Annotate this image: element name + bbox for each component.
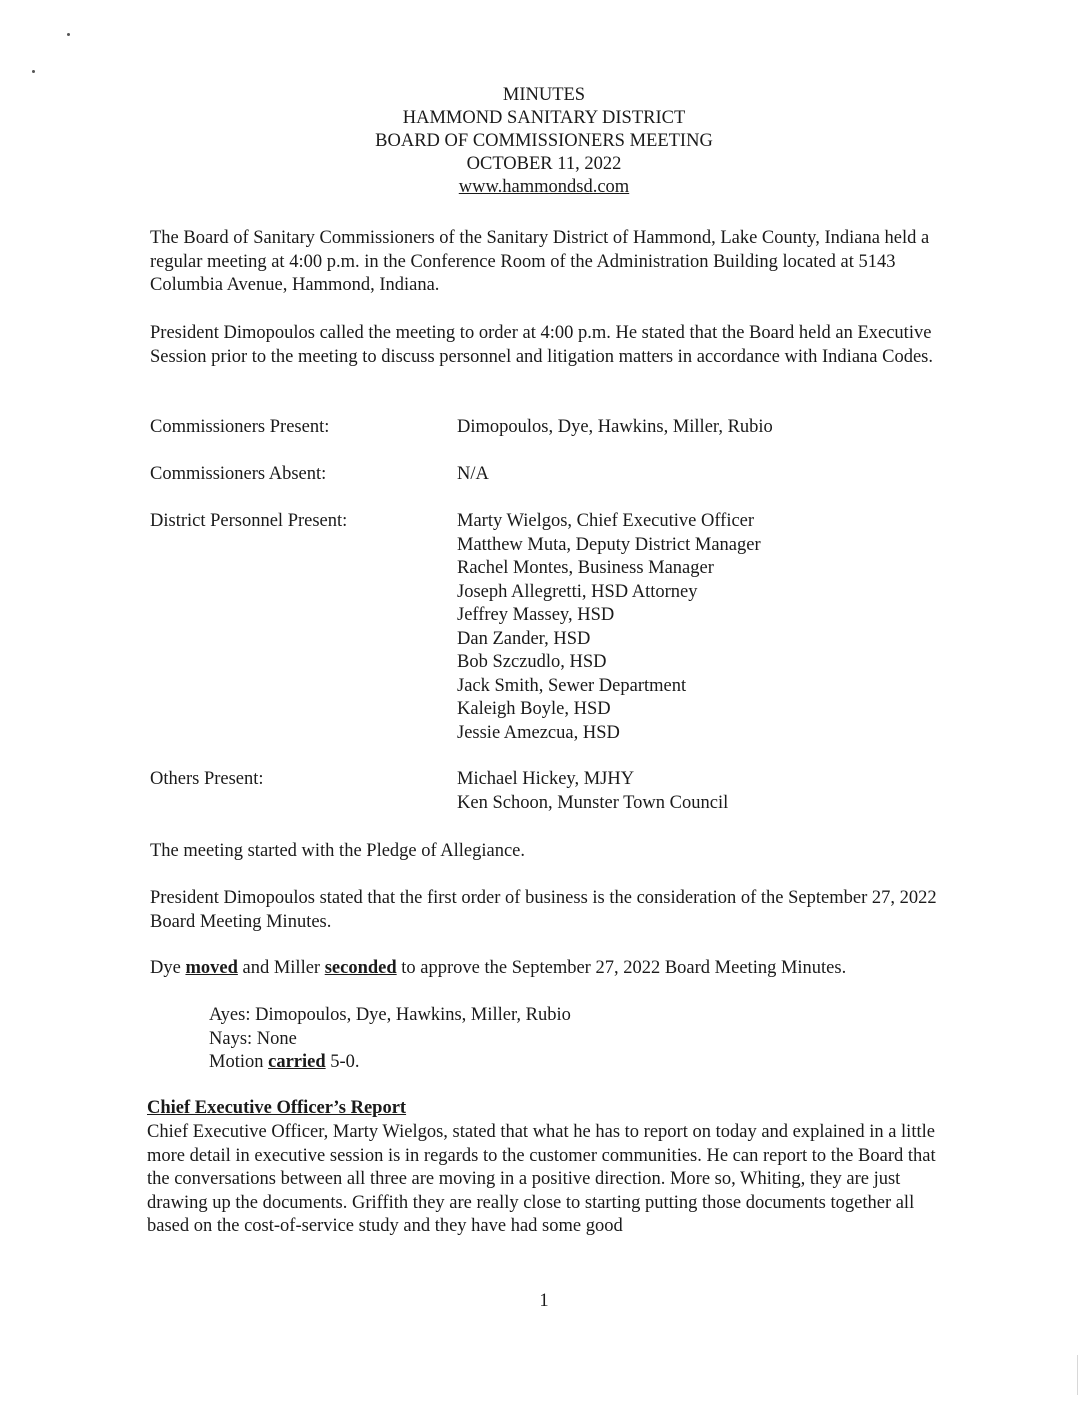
- others-present-list: [457, 768, 728, 815]
- personnel-item: Marty Wielgos, Chief Executive Officer: [457, 511, 755, 531]
- district-personnel-label: District Personnel Present:: [150, 511, 348, 531]
- district-personnel-list: [457, 510, 761, 745]
- personnel-item: Jack Smith, Sewer Department: [457, 675, 687, 696]
- personnel-item: Jessie Amezcua, HSD: [457, 722, 620, 743]
- commissioners-present-value: Dimopoulos, Dye, Hawkins, Miller, Rubio: [457, 417, 773, 437]
- header-meeting-name: BOARD OF COMMISSIONERS MEETING: [375, 131, 713, 151]
- others-present-label: Others Present:: [150, 769, 264, 789]
- scan-edge-mark: [1077, 1355, 1078, 1395]
- commissioners-present-label: Commissioners Present:: [150, 417, 330, 437]
- commissioners-absent-label: Commissioners Absent:: [150, 464, 327, 484]
- ceo-report-body: Chief Executive Officer, Marty Wielgos, stated that what he has to report on today and explained in a little more detail in executive session is in regards to the customer communities. He can report to the Board that the conversations between all three are moving in a positive direction. More so, Whiting, they are just drawing up the documents. Griffith they are really close to starting putting those documents together all based on the cost-of-service study and they have had some good: [147, 1122, 936, 1236]
- pledge-paragraph: The meeting started with the Pledge of Allegiance.: [150, 841, 526, 861]
- motion-moved-keyword: moved: [185, 958, 238, 978]
- vote-nays: Nays: None: [209, 1028, 297, 1049]
- vote-result: [209, 1051, 571, 1075]
- header-website-link[interactable]: www.hammondsd.com: [458, 177, 630, 197]
- scan-speck: [67, 33, 70, 36]
- motion-paragraph: [150, 957, 950, 981]
- header-title: MINUTES: [502, 85, 586, 105]
- vote-tally: 5-0.: [325, 1052, 360, 1072]
- intro-paragraph: The Board of Sanitary Commissioners of the Sanitary District of Hammond, Lake County, Indiana held a regular meeting at 4:00 p.m. in the Conference Room of the Administration Building located at 5143 Columbia Avenue, Hammond, Indiana.: [150, 228, 930, 295]
- header-organization: HAMMOND SANITARY DISTRICT: [402, 108, 686, 128]
- vote-carried-keyword: carried: [268, 1052, 326, 1072]
- personnel-item: Bob Szczudlo, HSD: [457, 652, 607, 672]
- vote-motion-prefix: Motion: [209, 1052, 269, 1072]
- motion-and: and Miller: [237, 958, 325, 978]
- others-item: Michael Hickey, MJHY: [457, 769, 635, 789]
- personnel-item: Dan Zander, HSD: [457, 628, 591, 649]
- motion-mover: Dye: [150, 958, 186, 978]
- header-date: OCTOBER 11, 2022: [466, 154, 622, 174]
- vote-ayes: Ayes: Dimopoulos, Dye, Hawkins, Miller, Rubio: [209, 1005, 571, 1025]
- personnel-item: Rachel Montes, Business Manager: [457, 558, 714, 578]
- first-order-paragraph: President Dimopoulos stated that the first order of business is the consideration of the September 27, 2022 Board Meeting Minutes.: [150, 888, 937, 932]
- personnel-item: Jeffrey Massey, HSD: [457, 605, 615, 625]
- personnel-item: Kaleigh Boyle, HSD: [457, 699, 611, 719]
- document-header: [0, 84, 1088, 199]
- personnel-item: Joseph Allegretti, HSD Attorney: [457, 581, 698, 602]
- motion-seconded-keyword: seconded: [324, 958, 397, 978]
- page-number: 1: [539, 1291, 549, 1311]
- ceo-report-heading: Chief Executive Officer’s Report: [147, 1098, 407, 1118]
- scan-speck: [32, 70, 35, 73]
- motion-rest: to approve the September 27, 2022 Board Meeting Minutes.: [396, 958, 847, 978]
- others-item: Ken Schoon, Munster Town Council: [457, 792, 729, 813]
- call-to-order-paragraph: President Dimopoulos called the meeting to order at 4:00 p.m. He stated that the Board held an Executive Session prior to the meeting to discuss personnel and litigation matters in accordance with Indiana Codes.: [150, 323, 933, 367]
- commissioners-absent-value: N/A: [457, 464, 489, 484]
- personnel-item: Matthew Muta, Deputy District Manager: [457, 534, 761, 555]
- vote-block: [209, 1004, 571, 1075]
